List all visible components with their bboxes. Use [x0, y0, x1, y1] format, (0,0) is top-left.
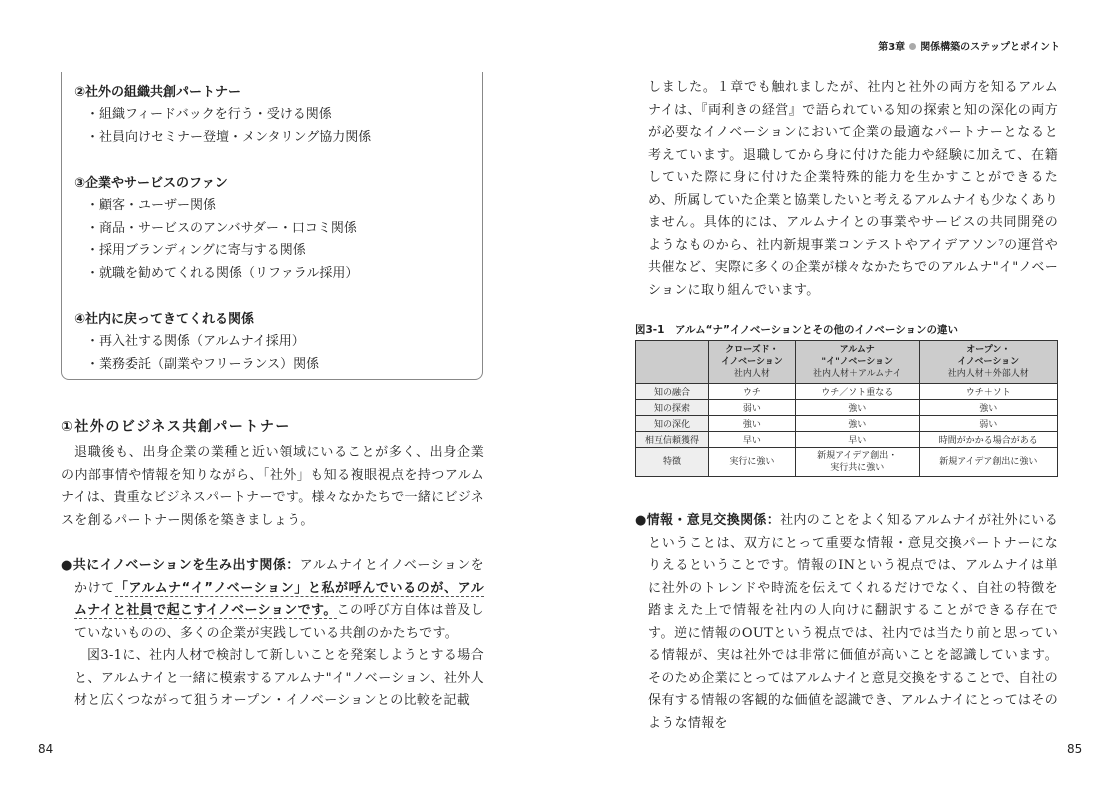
- box-content: [74, 82, 371, 376]
- table-row: [636, 384, 1058, 400]
- column-header-line: 社内人材＋外部人材: [947, 369, 1029, 379]
- table-header-row: [636, 341, 1058, 384]
- paragraph-text: 退職後も、出身企業の業種と近い領域にいることが多く、出身企業の内部事情や情報を知りながら、「社外」も知る複眼視点を持つアルムナイは、貴重なビジネスパートナーです。様々なかたちで一緒にビジネスを創るパートナー関係を築きましょう。: [61, 445, 484, 528]
- page-number-right: 85: [1067, 742, 1083, 756]
- paragraph-text: しました。１章でも触れましたが、社内と社外の両方を知るアルムナイは、『両利きの経営』で語られている知の探索と知の深化の両方が必要なイノベーションにおいて企業の最適なパートナーとなると考えています。退職してから身に付けた能力や経験に加えて、在籍していた際に身に付けた企業特殊的能力を生かすことができるため、所属していた企業と協業したいと考えるアルムナイも少なくありません。具体的には、アルムナイとの事業やサービスの共同開発のようなものから、社内新規事業コンテストやアイデアソン⁷の運営や共催など、実際に多くの企業が様々なかたちでのアルムナ"イ"ノベーションに取り組んでいます。: [648, 80, 1058, 298]
- running-head: [878, 38, 1060, 53]
- column-header-line: クローズド・: [725, 345, 779, 355]
- table-cell: 時間がかかる場合がある: [919, 432, 1057, 448]
- right-paragraph: [648, 77, 1058, 302]
- table-cell: ウチ＋ソト: [919, 384, 1057, 400]
- column-header-line: イノベーション: [957, 357, 1020, 367]
- box-list-item: ・組織フィードバックを行う・受ける関係: [86, 107, 332, 122]
- comparison-table: [635, 340, 1058, 477]
- box-list-item: ・社員向けセミナー登壇・メンタリング協力関係: [86, 129, 372, 145]
- table-row: [636, 400, 1058, 416]
- table-cell: ウチ／ソト重なる: [795, 384, 919, 400]
- table-cell: 新規アイデア創出・ 実行共に強い: [795, 448, 919, 477]
- column-header-line: 社内人材: [733, 369, 770, 379]
- table-cell: 弱い: [919, 416, 1057, 432]
- box-group-heading: ②社外の組織共創パートナー: [74, 85, 242, 100]
- table-cell: 早い: [709, 432, 796, 448]
- row-header: 知の融合: [636, 384, 709, 400]
- paragraph-text: 図3-1に、社内人材で検討して新しいことを発案しようとする場合と、アルムナイと一緒に模索するアルムナ"イ"ノベーション、社外人材と広くつながって狙うオープン・イノベーションとの比較を記載: [74, 648, 484, 708]
- table-cell: 強い: [795, 400, 919, 416]
- table-cell: 弱い: [709, 400, 796, 416]
- bullet-dot-icon: [909, 43, 916, 50]
- table-cell: 実行に強い: [709, 448, 796, 477]
- section-paragraph: [61, 442, 484, 532]
- box-list-item: ・就職を勧めてくれる関係（リファラル採用）: [86, 265, 359, 281]
- box-group-heading: ③企業やサービスのファン: [74, 176, 228, 191]
- info-exchange-bullet: [635, 510, 1058, 735]
- row-header: 知の探索: [636, 400, 709, 416]
- table-row: [636, 432, 1058, 448]
- bullet-text: アルムナイとイノベーションをかけて: [74, 558, 484, 596]
- spacer: [74, 149, 371, 173]
- table-column-header: [795, 341, 919, 384]
- box-list-item: ・採用ブランディングに寄与する関係: [86, 243, 306, 258]
- innovation-bullet: [61, 555, 484, 713]
- spacer: [74, 285, 371, 309]
- box-list-item: ・商品・サービスのアンバサダー・口コミ関係: [86, 220, 357, 236]
- row-header: 相互信頼獲得: [636, 432, 709, 448]
- chapter-label: 第3章: [878, 42, 906, 53]
- table-cell: ウチ: [709, 384, 796, 400]
- box-group-heading: ④社内に戻ってきてくれる関係: [74, 312, 255, 327]
- box-list-item: ・業務委託（副業やフリーランス）関係: [86, 356, 320, 372]
- section-title: ①社外のビジネス共創パートナー: [61, 419, 291, 435]
- relationship-types-box: [61, 72, 483, 380]
- table-cell: 強い: [709, 416, 796, 432]
- column-header-line: 社内人材＋アルムナイ: [812, 369, 902, 379]
- emphasis-text: 「アルムナ“イ”ノベーション」と私が呼んでいるのが、アルムナイと社員で起こすイノベーションです。: [74, 580, 484, 618]
- table-cell: 強い: [919, 400, 1057, 416]
- table-cell: 早い: [795, 432, 919, 448]
- bullet-label: ●共にイノベーションを生み出す関係：: [61, 558, 300, 573]
- box-list-item: ・再入社する関係（アルムナイ採用）: [86, 334, 305, 349]
- page-number-left: 84: [38, 742, 54, 756]
- table-row: [636, 416, 1058, 432]
- box-list-item: ・顧客・ユーザー関係: [86, 198, 217, 213]
- row-header: 知の深化: [636, 416, 709, 432]
- table-column-header: [709, 341, 796, 384]
- table-cell: 新規アイデア創出に強い: [919, 448, 1057, 477]
- chapter-title: 関係構築のステップとポイント: [920, 42, 1060, 53]
- column-header-line: イノベーション: [721, 357, 783, 367]
- table-cell: 強い: [795, 416, 919, 432]
- bullet-label: ●情報・意見交換関係：: [635, 513, 781, 528]
- column-header-line: オープン・: [966, 345, 1011, 355]
- table-corner-cell: [636, 341, 709, 384]
- bullet-text: この呼び方自体は普及していないものの、多くの企業が実践している共創のかたちです。: [74, 603, 484, 641]
- row-header: 特徴: [636, 448, 709, 477]
- table-column-header: [919, 341, 1057, 384]
- column-header-line: "イ"ノベーション: [821, 357, 894, 367]
- table-row: [636, 448, 1058, 477]
- column-header-line: アルムナ: [839, 345, 875, 355]
- figure-title: 図3-1 アルム“ナ”イノベーションとその他のイノベーションの違い: [635, 324, 958, 336]
- bullet-text: 社内のことをよく知るアルムナイが社外にいるということは、双方にとって重要な情報・意見交換パートナーになりえるということです。情報のINという視点では、アルムナイは単に社外のトレンドや時流を伝えてくれるだけでなく、自社の特徴を踏まえた上で情報を社内の人向けに翻訳することができる存在です。逆に情報のOUTという視点では、社内では当たり前と思っている情報が、実は社外では非常に価値が高いことを認識しています。そのため企業にとってはアルムナイと意見交換をすることで、自社の保有する情報の客観的な価値を認識でき、アルムナイにとってはそのような情報を: [648, 513, 1058, 731]
